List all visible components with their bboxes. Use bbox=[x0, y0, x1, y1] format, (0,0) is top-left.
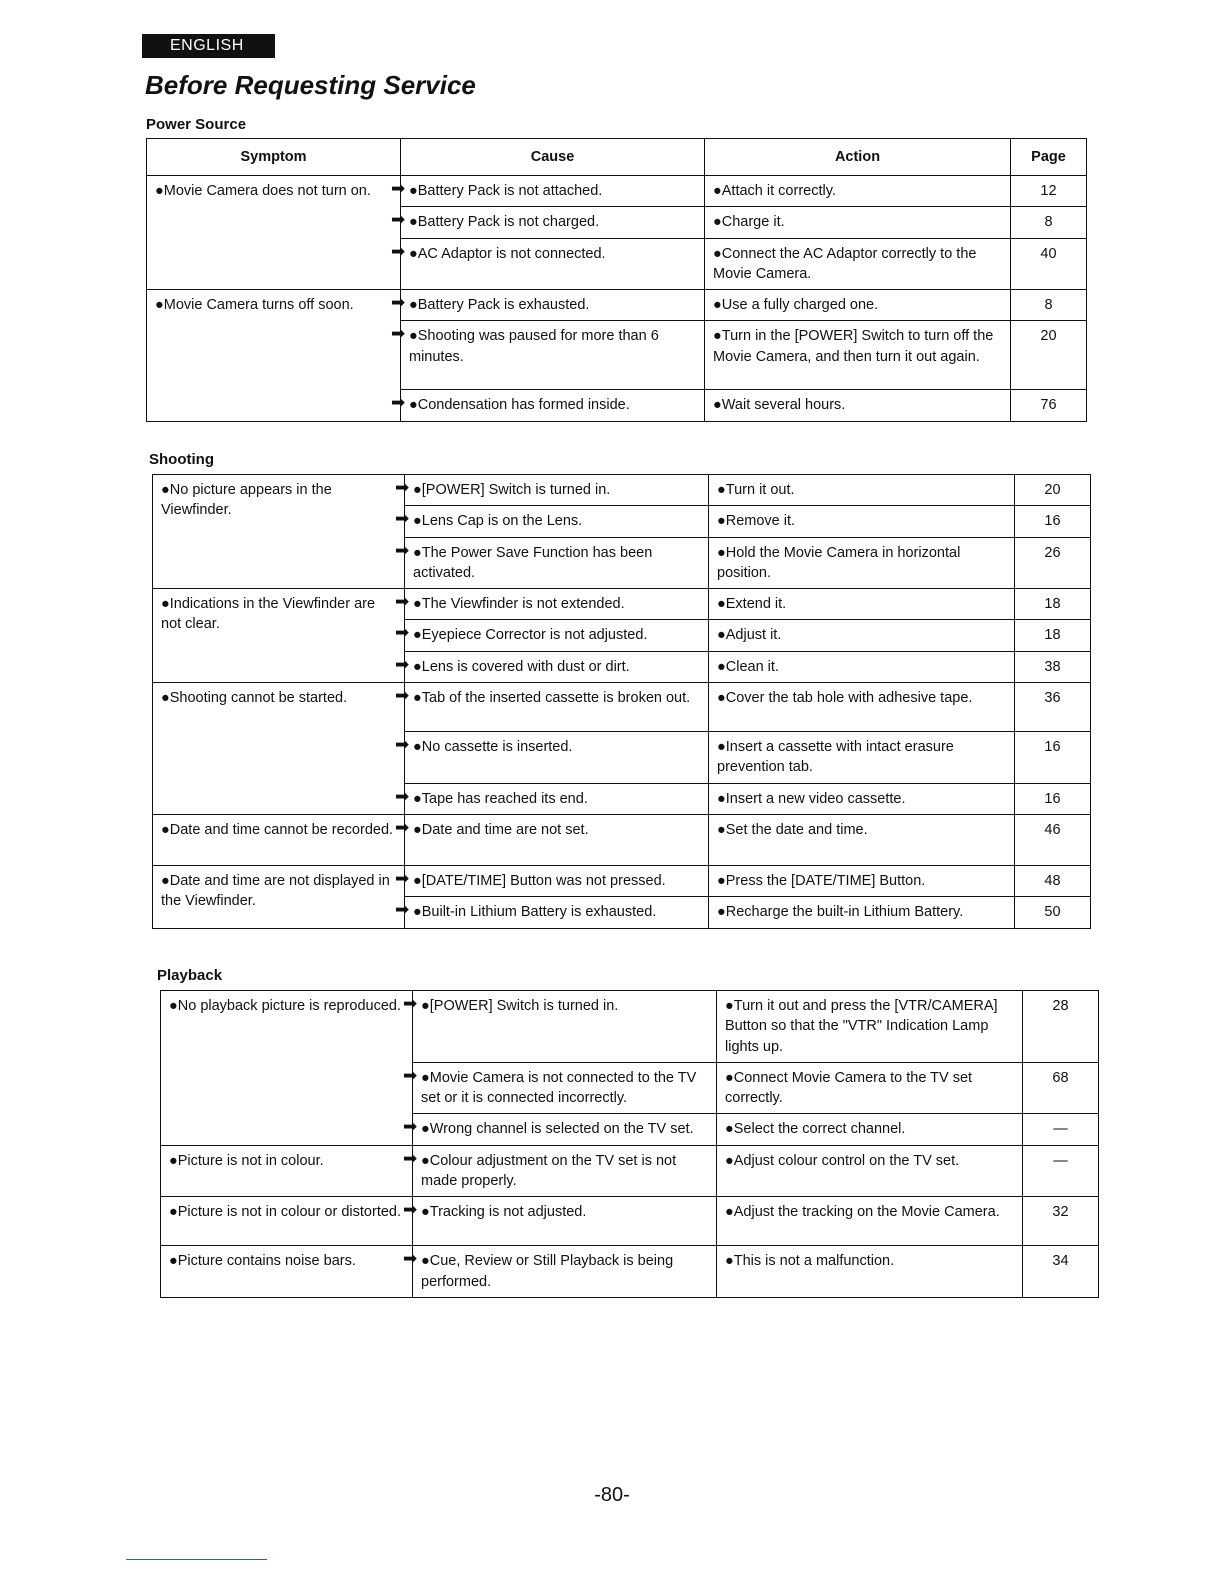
page-ref: 16 bbox=[1015, 783, 1091, 814]
cause-cell: ➡ ●No cassette is inserted. bbox=[405, 732, 709, 784]
arrow-icon: ➡ bbox=[395, 686, 410, 706]
table-row bbox=[161, 1246, 1099, 1298]
symptom-cell: ●Movie Camera turns off soon. bbox=[147, 290, 401, 422]
symptom-cell: ●Shooting cannot be started. bbox=[153, 683, 405, 815]
table-row bbox=[161, 1197, 1099, 1246]
action-cell: ●Adjust it. bbox=[709, 620, 1015, 651]
action-cell: ●Turn it out. bbox=[709, 475, 1015, 506]
action-cell: ●This is not a malfunction. bbox=[717, 1246, 1023, 1298]
page-ref: 68 bbox=[1023, 1062, 1099, 1114]
page-ref: 20 bbox=[1015, 475, 1091, 506]
symptom-cell: ●Date and time cannot be recorded. bbox=[153, 814, 405, 865]
page-ref: 46 bbox=[1015, 814, 1091, 865]
section-label-power-source: Power Source bbox=[146, 116, 247, 133]
page-ref: 18 bbox=[1015, 589, 1091, 620]
table-row bbox=[153, 683, 1091, 732]
action-header: Action bbox=[705, 139, 1011, 176]
arrow-icon: ➡ bbox=[395, 868, 410, 888]
cause-cell: ➡ ●Battery Pack is exhausted. bbox=[401, 290, 705, 321]
arrow-icon: ➡ bbox=[391, 179, 406, 198]
action-cell: ●Insert a new video cassette. bbox=[709, 783, 1015, 814]
cause-cell: ➡ ●Eyepiece Corrector is not adjusted. bbox=[405, 620, 709, 651]
symptom-header: Symptom bbox=[147, 139, 401, 176]
page-ref: 32 bbox=[1023, 1197, 1099, 1246]
action-cell: ●Select the correct channel. bbox=[717, 1114, 1023, 1145]
cause-cell: ➡ ●Lens is covered with dust or dirt. bbox=[405, 651, 709, 682]
page-ref: 40 bbox=[1011, 238, 1087, 290]
arrow-icon: ➡ bbox=[391, 210, 406, 230]
arrow-icon: ➡ bbox=[403, 994, 418, 1013]
action-cell: ●Attach it correctly. bbox=[705, 176, 1011, 207]
page-ref: 20 bbox=[1011, 321, 1087, 390]
cause-cell: ➡ ●The Power Save Function has been activated. bbox=[405, 537, 709, 589]
cause-cell: ➡ ●Tab of the inserted cassette is broken out. bbox=[405, 683, 709, 732]
table-row bbox=[147, 290, 1087, 321]
symptom-cell: ●Movie Camera does not turn on. bbox=[147, 176, 401, 290]
action-cell: ●Charge it. bbox=[705, 207, 1011, 238]
page-ref: 8 bbox=[1011, 207, 1087, 238]
action-cell: ●Set the date and time. bbox=[709, 814, 1015, 865]
symptom-cell: ●Date and time are not displayed in the Viewfinder. bbox=[153, 865, 405, 928]
arrow-icon: ➡ bbox=[403, 1065, 418, 1085]
cause-cell: ➡ ●[POWER] Switch is turned in. bbox=[405, 475, 709, 506]
symptom-cell: ●Picture contains noise bars. bbox=[161, 1246, 413, 1298]
shooting-table bbox=[152, 474, 1091, 929]
page-ref: 38 bbox=[1015, 651, 1091, 682]
action-cell: ●Recharge the built-in Lithium Battery. bbox=[709, 897, 1015, 928]
cause-cell: ➡ ●Movie Camera is not connected to the TV set or it is connected incorrectly. bbox=[413, 1062, 717, 1114]
arrow-icon: ➡ bbox=[395, 509, 410, 529]
table-row bbox=[147, 176, 1087, 207]
action-cell: ●Hold the Movie Camera in horizontal position. bbox=[709, 537, 1015, 589]
action-cell: ●Turn in the [POWER] Switch to turn off the Movie Camera, and then turn it out again. bbox=[705, 321, 1011, 390]
page-ref: 26 bbox=[1015, 537, 1091, 589]
page-ref: 36 bbox=[1015, 683, 1091, 732]
cause-cell: ➡ ●AC Adaptor is not connected. bbox=[401, 238, 705, 290]
table-row bbox=[161, 991, 1099, 1063]
footer-divider bbox=[126, 1559, 267, 1560]
arrow-icon: ➡ bbox=[391, 393, 406, 413]
arrow-icon: ➡ bbox=[391, 293, 406, 313]
section-label-playback: Playback bbox=[157, 967, 223, 984]
page-ref: — bbox=[1023, 1145, 1099, 1197]
cause-cell: ➡ ●Tape has reached its end. bbox=[405, 783, 709, 814]
cause-header: Cause bbox=[401, 139, 705, 176]
table-header-row bbox=[147, 139, 1087, 176]
action-cell: ●Turn it out and press the [VTR/CAMERA] Button so that the "VTR" Indication Lamp lights up. bbox=[717, 991, 1023, 1063]
action-cell: ●Clean it. bbox=[709, 651, 1015, 682]
page-ref: 16 bbox=[1015, 506, 1091, 537]
language-tag: ENGLISH bbox=[142, 34, 275, 58]
cause-cell: ➡ ●Built-in Lithium Battery is exhausted. bbox=[405, 897, 709, 928]
arrow-icon: ➡ bbox=[403, 1148, 418, 1168]
table-row bbox=[153, 589, 1091, 620]
arrow-icon: ➡ bbox=[395, 540, 410, 560]
page-ref: 28 bbox=[1023, 991, 1099, 1063]
cause-cell: ➡ ●Condensation has formed inside. bbox=[401, 390, 705, 421]
power-source-table bbox=[146, 138, 1087, 422]
arrow-icon: ➡ bbox=[403, 1117, 418, 1137]
arrow-icon: ➡ bbox=[395, 900, 410, 920]
arrow-icon: ➡ bbox=[395, 654, 410, 674]
page-ref: 48 bbox=[1015, 865, 1091, 896]
cause-cell: ➡ ●Tracking is not adjusted. bbox=[413, 1197, 717, 1246]
symptom-cell: ●No playback picture is reproduced. bbox=[161, 991, 413, 1146]
page-ref: 76 bbox=[1011, 390, 1087, 421]
action-cell: ●Wait several hours. bbox=[705, 390, 1011, 421]
cause-cell: ➡ ●[DATE/TIME] Button was not pressed. bbox=[405, 865, 709, 896]
symptom-cell: ●Picture is not in colour. bbox=[161, 1145, 413, 1197]
table-row bbox=[153, 814, 1091, 865]
page-title: Before Requesting Service bbox=[145, 70, 476, 100]
symptom-cell: ●No picture appears in the Viewfinder. bbox=[153, 475, 405, 589]
page-header: Page bbox=[1011, 139, 1087, 176]
page-ref: 34 bbox=[1023, 1246, 1099, 1298]
action-cell: ●Cover the tab hole with adhesive tape. bbox=[709, 683, 1015, 732]
page-number: -80- bbox=[594, 1484, 630, 1506]
cause-cell: ➡ ●The Viewfinder is not extended. bbox=[405, 589, 709, 620]
page-ref: 16 bbox=[1015, 732, 1091, 784]
arrow-icon: ➡ bbox=[395, 623, 410, 643]
page-ref: 12 bbox=[1011, 176, 1087, 207]
table-row bbox=[161, 1145, 1099, 1197]
action-cell: ●Adjust the tracking on the Movie Camera. bbox=[717, 1197, 1023, 1246]
table-row bbox=[153, 865, 1091, 896]
symptom-cell: ●Indications in the Viewfinder are not clear. bbox=[153, 589, 405, 683]
arrow-icon: ➡ bbox=[395, 817, 410, 837]
cause-cell: ➡ ●Lens Cap is on the Lens. bbox=[405, 506, 709, 537]
cause-cell: ➡ ●Battery Pack is not attached. bbox=[401, 176, 705, 207]
page-ref: 8 bbox=[1011, 290, 1087, 321]
playback-table bbox=[160, 990, 1099, 1298]
arrow-icon: ➡ bbox=[395, 592, 410, 612]
action-cell: ●Insert a cassette with intact erasure prevention tab. bbox=[709, 732, 1015, 784]
table-row bbox=[153, 475, 1091, 506]
cause-cell: ➡ ●Colour adjustment on the TV set is not made properly. bbox=[413, 1145, 717, 1197]
cause-cell: ➡ ●Wrong channel is selected on the TV set. bbox=[413, 1114, 717, 1145]
action-cell: ●Extend it. bbox=[709, 589, 1015, 620]
cause-cell: ➡ ●Cue, Review or Still Playback is being performed. bbox=[413, 1246, 717, 1298]
action-cell: ●Press the [DATE/TIME] Button. bbox=[709, 865, 1015, 896]
action-cell: ●Use a fully charged one. bbox=[705, 290, 1011, 321]
cause-cell: ➡ ●[POWER] Switch is turned in. bbox=[413, 991, 717, 1063]
page-ref: 18 bbox=[1015, 620, 1091, 651]
arrow-icon: ➡ bbox=[395, 735, 410, 755]
arrow-icon: ➡ bbox=[391, 241, 406, 261]
arrow-icon: ➡ bbox=[395, 786, 410, 806]
cause-cell: ➡ ●Battery Pack is not charged. bbox=[401, 207, 705, 238]
arrow-icon: ➡ bbox=[395, 478, 410, 497]
arrow-icon: ➡ bbox=[403, 1200, 418, 1220]
action-cell: ●Connect the AC Adaptor correctly to the Movie Camera. bbox=[705, 238, 1011, 290]
symptom-cell: ●Picture is not in colour or distorted. bbox=[161, 1197, 413, 1246]
cause-cell: ➡ ●Shooting was paused for more than 6 minutes. bbox=[401, 321, 705, 390]
page-ref: — bbox=[1023, 1114, 1099, 1145]
page-ref: 50 bbox=[1015, 897, 1091, 928]
action-cell: ●Connect Movie Camera to the TV set correctly. bbox=[717, 1062, 1023, 1114]
action-cell: ●Remove it. bbox=[709, 506, 1015, 537]
arrow-icon: ➡ bbox=[391, 324, 406, 344]
action-cell: ●Adjust colour control on the TV set. bbox=[717, 1145, 1023, 1197]
section-label-shooting: Shooting bbox=[149, 451, 214, 468]
arrow-icon: ➡ bbox=[403, 1249, 418, 1269]
cause-cell: ➡ ●Date and time are not set. bbox=[405, 814, 709, 865]
